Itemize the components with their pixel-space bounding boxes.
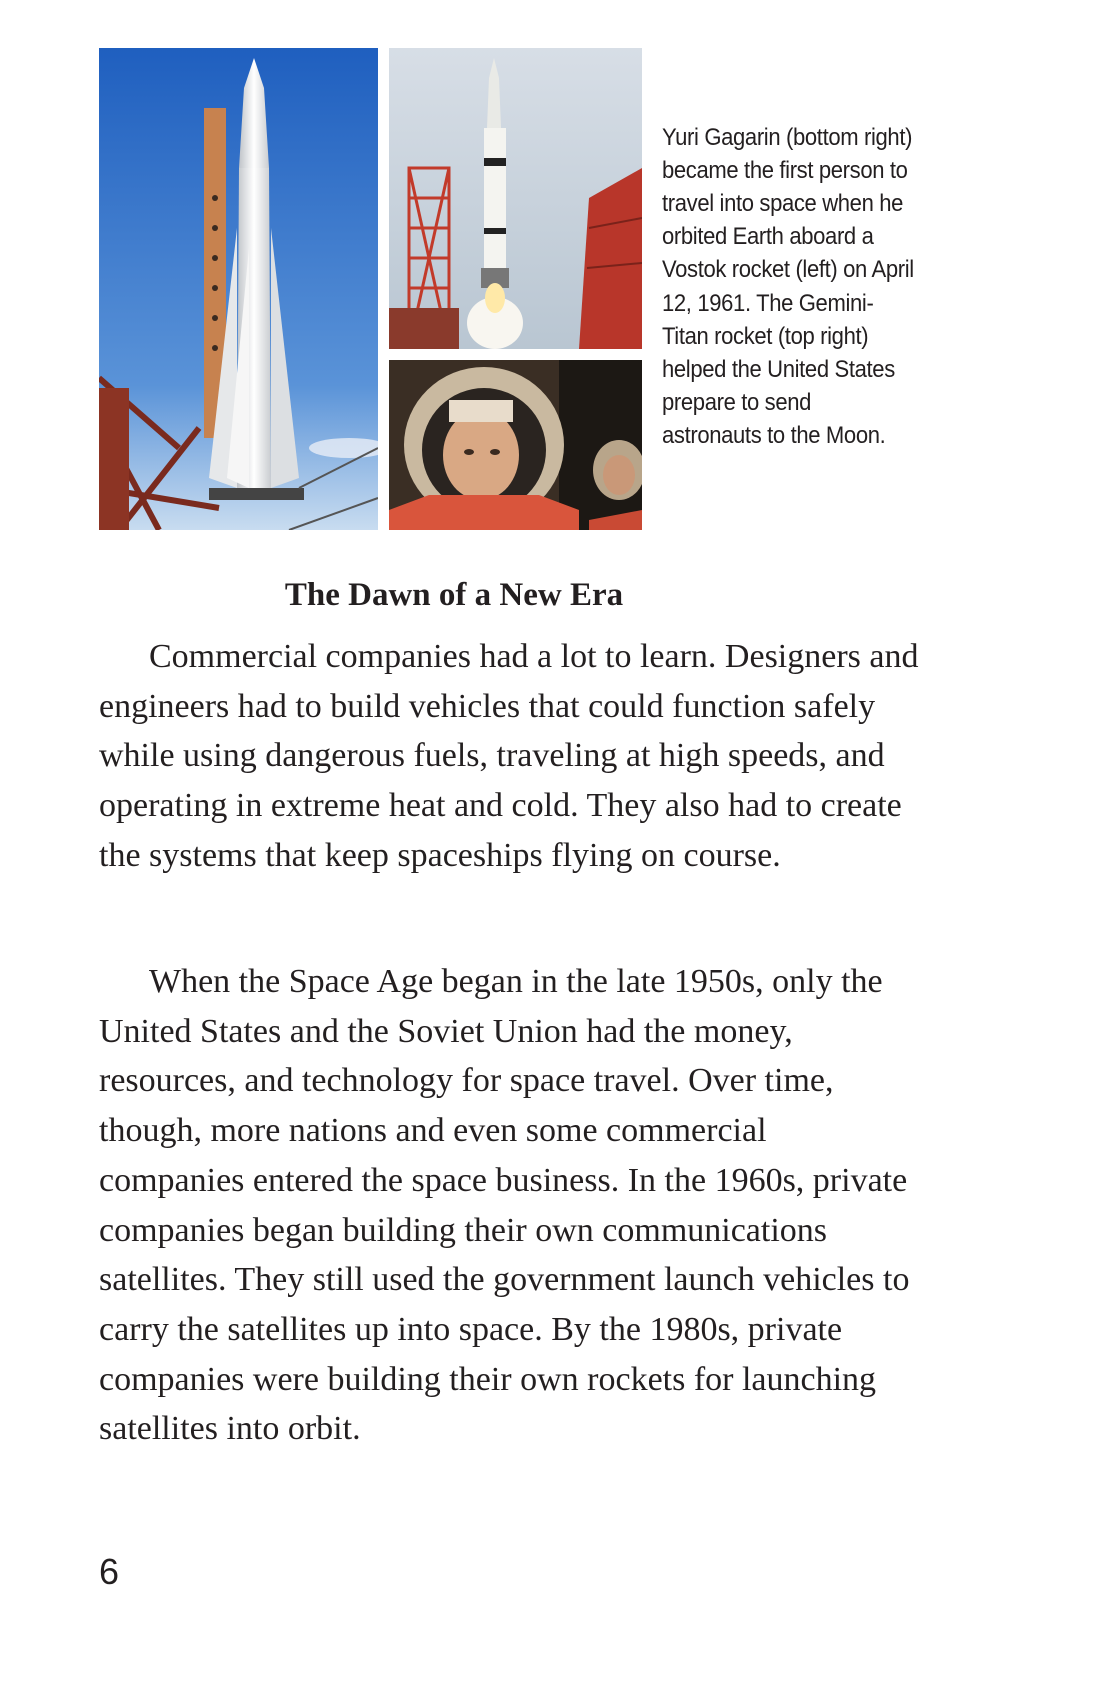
vostok-rocket-photo bbox=[99, 48, 378, 530]
page-number: 6 bbox=[99, 1551, 120, 1592]
photo-caption: Yuri Gagarin (bottom right) became the first person to travel into space when he orbited Earth aboard a Vostok rocket (left) on April 12, 1961. The Gemini-Titan rocket (top right) helped the United States prepare to send astronauts to the Moon. bbox=[662, 123, 914, 450]
section-heading: The Dawn of a New Era bbox=[284, 577, 624, 613]
gemini-titan-rocket-photo bbox=[389, 48, 642, 349]
body-paragraph-1: Commercial companies had a lot to learn. Designers and engineers had to build vehicles that could function safely while using dangerous fuels, traveling at high speeds, and operating in extreme heat and cold. They also had to create the systems that keep spaceships flying on course. bbox=[99, 638, 919, 874]
body-paragraph-2: When the Space Age began in the late 1950s, only the United States and the Soviet Union had the money, resources, and technology for space travel. Over time, though, more nations and even some commercial companies entered the space business. In the 1960s, private companies began building their own communications satellites. They still used the government launch vehicles to carry the satellites up into space. By the 1980s, private companies were building their own rockets for launching satellites into orbit. bbox=[99, 963, 910, 1448]
yuri-gagarin-photo bbox=[389, 360, 642, 530]
